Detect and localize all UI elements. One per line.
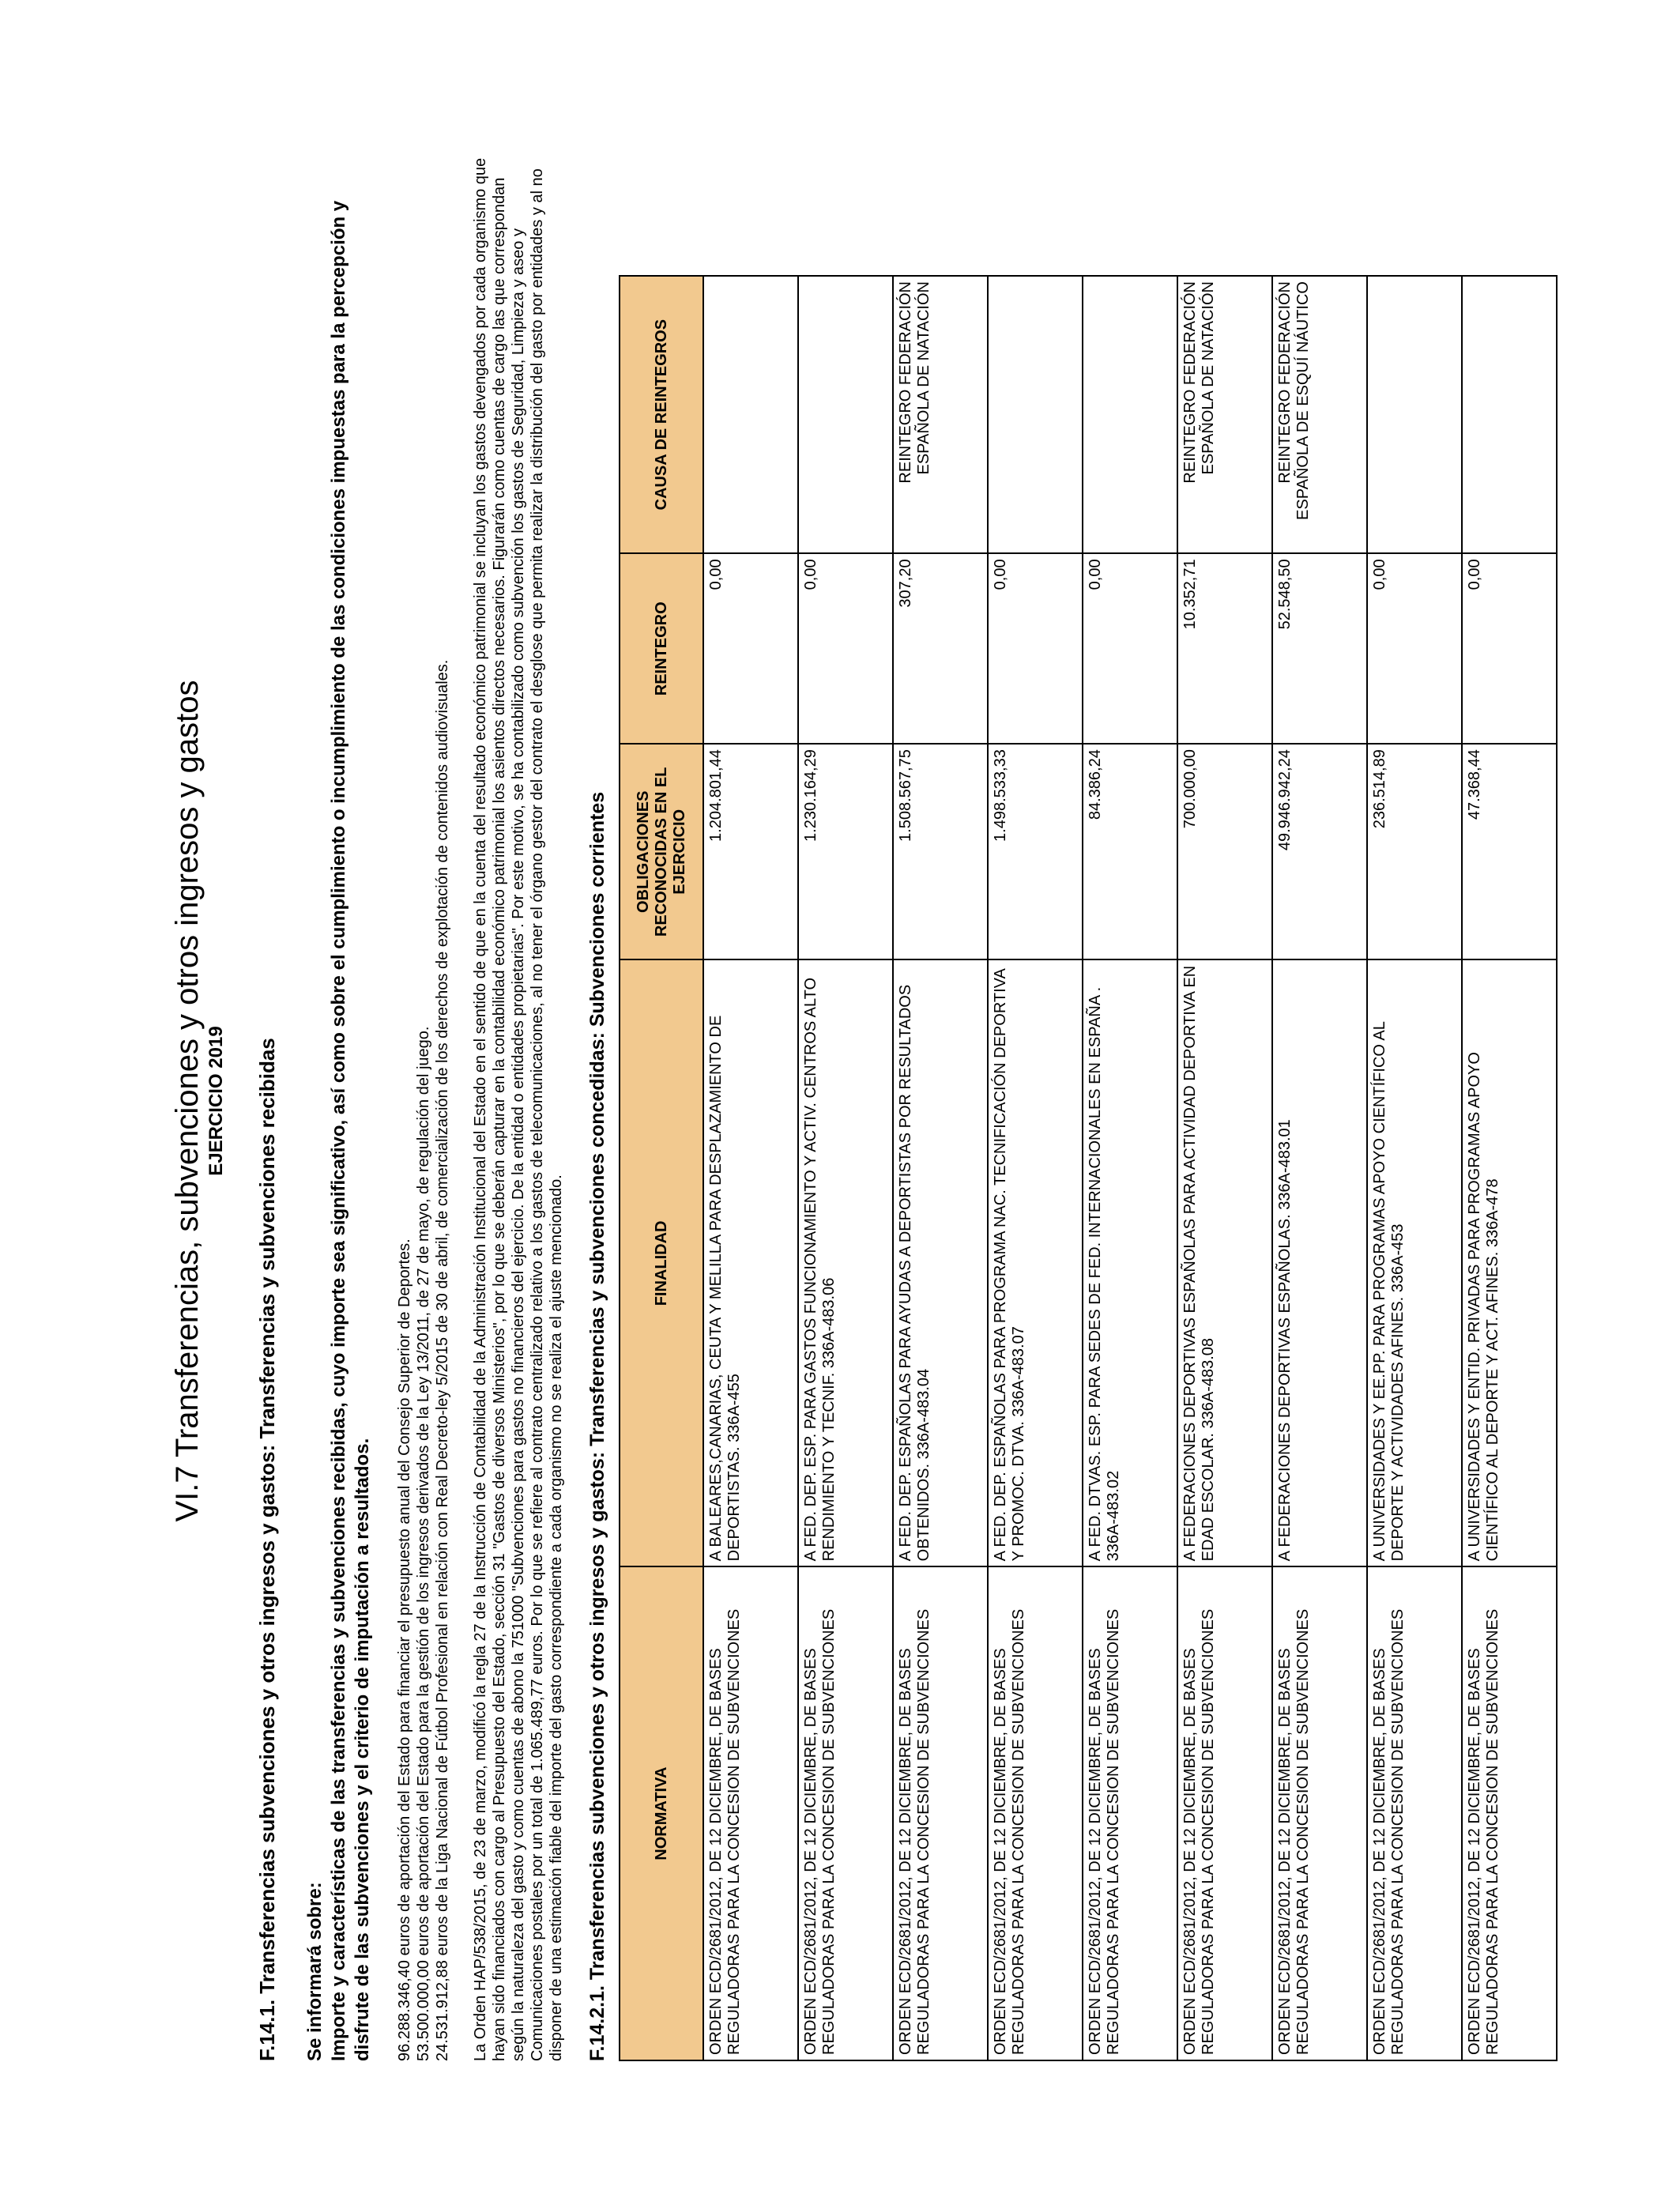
cell-finalidad: A UNIVERSIDADES Y EE.PP. PARA PROGRAMAS APOYO CIENTÍFICO AL DEPORTE Y ACTIVIDADES AFINES. 336A-453 xyxy=(1367,959,1462,1566)
cell-obligaciones: 1.230.164,29 xyxy=(798,744,893,959)
cell-obligaciones: 1.498.533,33 xyxy=(988,744,1083,959)
cell-reintegro: 52.548,50 xyxy=(1272,553,1367,744)
cell-normativa: ORDEN ECD/2681/2012, DE 12 DICIEMBRE, DE BASES REGULADORAS PARA LA CONCESION DE SUBVENCIONES xyxy=(1462,1566,1557,2060)
cell-causa: REINTEGRO FEDERACIÓN ESPAÑOLA DE ESQUÍ NÁUTICO xyxy=(1272,276,1367,553)
col-causa: CAUSA DE REINTEGROS xyxy=(620,276,703,553)
cell-reintegro: 0,00 xyxy=(1462,553,1557,744)
cell-causa xyxy=(703,276,798,553)
cell-normativa: ORDEN ECD/2681/2012, DE 12 DICIEMBRE, DE BASES REGULADORAS PARA LA CONCESION DE SUBVENCIONES xyxy=(988,1566,1083,2060)
cell-normativa: ORDEN ECD/2681/2012, DE 12 DICIEMBRE, DE BASES REGULADORAS PARA LA CONCESION DE SUBVENCIONES xyxy=(703,1566,798,2060)
cell-finalidad: A FED. DEP. ESPAÑOLAS PARA PROGRAMA NAC. TECNIFICACIÓN DEPORTIVA Y PROMOC. DTVA. 336A-483.07 xyxy=(988,959,1083,1566)
cell-finalidad: A BALEARES,CANARIAS, CEUTA Y MELILLA PARA DESPLAZAMIENTO DE DEPORTISTAS. 336A-455 xyxy=(703,959,798,1566)
section2-heading: F.14.2.1. Transferencias subvenciones y otros ingresos y gastos: Transferencias y subvenciones concedidas: Subvenciones corrientes xyxy=(586,791,608,2061)
cell-normativa: ORDEN ECD/2681/2012, DE 12 DICIEMBRE, DE BASES REGULADORAS PARA LA CONCESION DE SUBVENCIONES xyxy=(1177,1566,1272,2060)
cell-reintegro: 0,00 xyxy=(1367,553,1462,744)
cell-reintegro: 307,20 xyxy=(893,553,988,744)
cell-finalidad: A FED. DEP. ESPAÑOLAS PARA AYUDAS A DEPORTISTAS POR RESULTADOS OBTENIDOS. 336A-483.04 xyxy=(893,959,988,1566)
cell-finalidad: A FEDERACIONES DEPORTIVAS ESPAÑOLAS PARA ACTIVIDAD DEPORTIVA EN EDAD ESCOLAR. 336A-483.08 xyxy=(1177,959,1272,1566)
cell-normativa: ORDEN ECD/2681/2012, DE 12 DICIEMBRE, DE BASES REGULADORAS PARA LA CONCESION DE SUBVENCIONES xyxy=(798,1566,893,2060)
section1-heading: F.14.1. Transferencias subvenciones y otros ingresos y gastos: Transferencias y subvenciones recibidas xyxy=(255,1038,279,2061)
col-obligaciones: OBLIGACIONES RECONOCIDAS EN EL EJERCICIO xyxy=(620,744,703,959)
table-row xyxy=(798,276,893,2060)
cell-reintegro: 0,00 xyxy=(798,553,893,744)
amount-line: 24.531.912,88 euros de la Liga Nacional de Fútbol Profesional en relación con Real Decreto-ley 5/2015 de 30 de abril, de comercialización de los derechos de explotación de contenidos audiovisuales. xyxy=(434,659,451,2061)
cell-obligaciones: 84.386,24 xyxy=(1083,744,1177,959)
cell-finalidad: A UNIVERSIDADES Y ENTID. PRIVADAS PARA PROGRAMAS APOYO CIENTÍFICO AL DEPORTE Y ACT. AFINES. 336A-478 xyxy=(1462,959,1557,1566)
cell-reintegro: 0,00 xyxy=(1083,553,1177,744)
cell-causa xyxy=(1367,276,1462,553)
table-row xyxy=(1177,276,1272,2060)
cell-causa xyxy=(988,276,1083,553)
cell-reintegro: 10.352,71 xyxy=(1177,553,1272,744)
table-row xyxy=(1272,276,1367,2060)
document-page xyxy=(129,85,1551,2109)
table-row xyxy=(893,276,988,2060)
cell-finalidad: A FED. DEP. ESP. PARA GASTOS FUNCIONAMIENTO Y ACTIV. CENTROS ALTO RENDIMIENTO Y TECNIF. 336A-483.06 xyxy=(798,959,893,1566)
cell-obligaciones: 1.204.801,44 xyxy=(703,744,798,959)
table-row xyxy=(1367,276,1462,2060)
table-header-row xyxy=(620,276,703,2060)
col-normativa: NORMATIVA xyxy=(620,1566,703,2060)
cell-reintegro: 0,00 xyxy=(988,553,1083,744)
cell-obligaciones: 236.514,89 xyxy=(1367,744,1462,959)
cell-normativa: ORDEN ECD/2681/2012, DE 12 DICIEMBRE, DE BASES REGULADORAS PARA LA CONCESION DE SUBVENCIONES xyxy=(893,1566,988,2060)
amounts-list xyxy=(395,141,452,2061)
table-row xyxy=(703,276,798,2060)
informara-text: Importe y características de las transferencias y subvenciones recibidas, cuyo importe sea significativo, así como sobre el cumplimiento o incumplimiento de las condiciones impuestas para la percepción y disfrute de las subvenciones y el criterio de imputación a resultados. xyxy=(328,200,373,2061)
cell-normativa: ORDEN ECD/2681/2012, DE 12 DICIEMBRE, DE BASES REGULADORAS PARA LA CONCESION DE SUBVENCIONES xyxy=(1083,1566,1177,2060)
cell-reintegro: 0,00 xyxy=(703,553,798,744)
cell-causa xyxy=(1083,276,1177,553)
table-row xyxy=(1462,276,1557,2060)
page-subtitle: EJERCICIO 2019 xyxy=(205,1026,227,1176)
cell-causa xyxy=(798,276,893,553)
table-row xyxy=(1083,276,1177,2060)
amount-line: 53.500.000,00 euros de aportación del Estado para la gestión de los ingresos derivados de la Ley 13/2011, de 27 de mayo, de regulación del juego. xyxy=(415,1026,432,2061)
cell-causa: REINTEGRO FEDERACIÓN ESPAÑOLA DE NATACIÓN xyxy=(893,276,988,553)
cell-normativa: ORDEN ECD/2681/2012, DE 12 DICIEMBRE, DE BASES REGULADORAS PARA LA CONCESION DE SUBVENCIONES xyxy=(1272,1566,1367,2060)
cell-causa xyxy=(1462,276,1557,553)
page-title: VI.7 Transferencias, subvenciones y otros ingresos y gastos xyxy=(170,680,205,1522)
cell-finalidad: A FEDERACIONES DEPORTIVAS ESPAÑOLAS. 336A-483.01 xyxy=(1272,959,1367,1566)
cell-obligaciones: 49.946.942,24 xyxy=(1272,744,1367,959)
cell-obligaciones: 700.000,00 xyxy=(1177,744,1272,959)
subvenciones-table xyxy=(619,275,1558,2061)
orden-paragraph: La Orden HAP/538/2015, de 23 de marzo, modificó la regla 27 de la Instrucción de Contabilidad de la Administración Institucional del Estado en el sentido de que en la cuenta del resultado económico patrimonial se incluyan los gastos devengados por cada organismo que hayan sido financiados con cargo al Presupuesto del Estado, sección 31 "Gastos de diversos Ministerios", por lo que se deberán capturar en la contabilidad económico patrimonial los asientos directos necesarios. Figurarán como cuentas de cargo las que correspondan según la naturaleza del gasto y como cuentas de abono la 751000 "Subvenciones para gastos no financieros del ejercicio. De la entidad o entidades propietarias". Por este motivo, se ha contabilizado como subvención los gastos de Seguridad, Limpieza y aseo y Comunicaciones postales por un total de 1.065.489,77 euros. Por lo que se refiere al contrato centralizado relativo a los gastos de telecomunicaciones, al no tener el órgano gestor del contrato el desglose que permita realizar la distribución del gasto por entidades y al no disponer de una estimación fiable del importe del gasto correspondiente a cada organismo no se realiza el ajuste mencionado. xyxy=(472,157,565,2061)
cell-causa: REINTEGRO FEDERACIÓN ESPAÑOLA DE NATACIÓN xyxy=(1177,276,1272,553)
col-finalidad: FINALIDAD xyxy=(620,959,703,1566)
col-reintegro: REINTEGRO xyxy=(620,553,703,744)
table-row xyxy=(988,276,1083,2060)
cell-finalidad: A FED. DTVAS. ESP. PARA SEDES DE FED. INTERNACIONALES EN ESPAÑA . 336A-483.02 xyxy=(1083,959,1177,1566)
amount-line: 96.288.346,40 euros de aportación del Estado para financiar el presupuesto anual del Consejo Superior de Deportes. xyxy=(396,1238,413,2061)
informara-label: Se informará sobre: xyxy=(304,1882,326,2061)
cell-obligaciones: 47.368,44 xyxy=(1462,744,1557,959)
cell-normativa: ORDEN ECD/2681/2012, DE 12 DICIEMBRE, DE BASES REGULADORAS PARA LA CONCESION DE SUBVENCIONES xyxy=(1367,1566,1462,2060)
cell-obligaciones: 1.508.567,75 xyxy=(893,744,988,959)
